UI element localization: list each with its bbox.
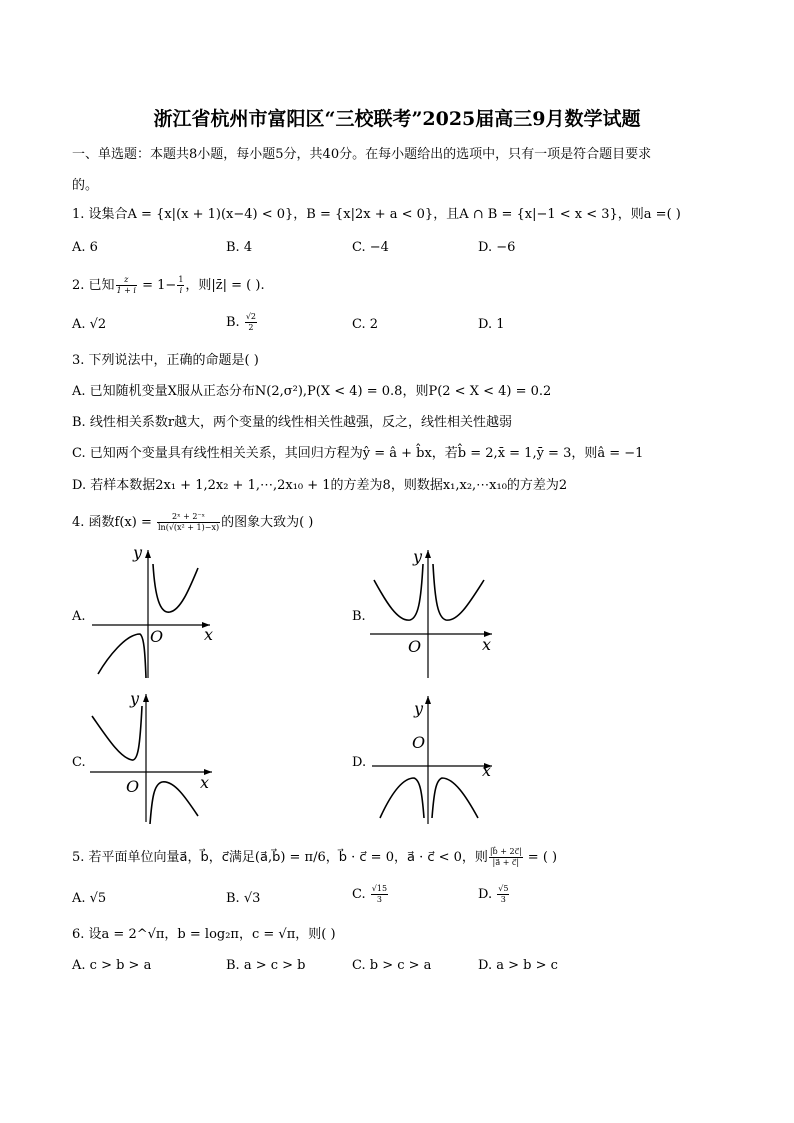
curve-left-branch <box>380 778 424 818</box>
q4-label-b: B. <box>352 609 366 624</box>
question-2-stem <box>72 275 265 296</box>
q2-suffix: ，则|z̄| = ( ). <box>185 278 265 293</box>
q2-fraction <box>116 275 137 296</box>
q5-option-d <box>478 884 510 905</box>
q3-option-d: D. 若样本数据2x₁ + 1,2x₂ + 1,⋯,2x₁₀ + 1的方差为8，则数据x₁,x₂,⋯x₁₀的方差为2 <box>72 478 568 493</box>
q4-prefix: 4. 函数f(x) = <box>72 515 156 530</box>
q3-option-c: C. 已知两个变量具有线性相关关系，其回归方程为ŷ = â + b̂x，若b̂ = 2,x̄ = 1,ȳ = 3，则â = −1 <box>72 446 644 461</box>
q5-suffix: = ( ) <box>523 850 558 865</box>
q1-option-c: C. −4 <box>352 240 389 255</box>
q2-mid: = 1− <box>137 278 177 293</box>
q6-option-b: B. a > c > b <box>226 958 306 973</box>
q2-option-a: A. √2 <box>72 317 107 332</box>
q4-graph-a <box>86 542 216 682</box>
curve-right-branch <box>433 564 484 620</box>
q5-optc-prefix: C. <box>352 887 370 902</box>
origin-label: O <box>408 637 422 656</box>
q5-optc-num: √15 <box>371 884 388 893</box>
q5-optc-fraction <box>371 884 388 905</box>
origin-label: O <box>126 777 140 796</box>
q3-option-a: A. 已知随机变量X服从正态分布N(2,σ²),P(X < 4) = 0.8，则P(2 < X < 4) = 0.2 <box>72 384 552 399</box>
question-6-stem: 6. 设a = 2^√π，b = log₂π，c = √π，则( ) <box>72 927 336 942</box>
x-label: x <box>204 625 214 644</box>
q4-suffix: 的图象大致为( ) <box>221 515 314 530</box>
q6-option-a: A. c > b > a <box>72 958 152 973</box>
q1-option-b: B. 4 <box>226 240 253 255</box>
page-title: 浙江省杭州市富阳区“三校联考”2025届高三9月数学试题 <box>153 108 641 130</box>
curve-right-branch <box>153 564 198 612</box>
q6-option-c: C. b > c > a <box>352 958 432 973</box>
q2-optb-den: 2 <box>248 323 254 332</box>
q5-option-a: A. √5 <box>72 891 107 906</box>
q4-label-d: D. <box>352 755 367 770</box>
question-4-stem <box>72 512 313 533</box>
question-1-stem: 1. 设集合A = {x|(x + 1)(x−4) < 0}，B = {x|2x + a < 0}，且A ∩ B = {x|−1 < x < 3}，则a =( ) <box>72 207 681 222</box>
q4-graph-d <box>366 690 496 828</box>
q5-option-b: B. √3 <box>226 891 261 906</box>
curve-right-branch <box>432 778 478 818</box>
q2-optb-fraction <box>245 312 257 333</box>
q1-option-a: A. 6 <box>72 240 98 255</box>
y-axis-arrow <box>425 550 431 558</box>
q5-optd-num: √5 <box>498 884 509 893</box>
q5-optd-fraction <box>497 884 509 905</box>
question-5-stem <box>72 847 557 868</box>
x-label: x <box>482 635 492 654</box>
q2-frac2-den: i <box>179 286 183 295</box>
q5-frac-num: |b⃗ + 2c⃗| <box>489 847 522 856</box>
y-axis-arrow <box>143 694 149 702</box>
origin-label: O <box>412 733 426 752</box>
y-label: y <box>414 699 424 718</box>
q5-stem-text: 5. 若平面单位向量a⃗，b⃗，c⃗满足(a⃗,b⃗) = π/6，b⃗ · c⃗ = 0，a⃗ · c⃗ < 0，则 <box>72 850 488 865</box>
curve-left-branch <box>92 706 142 760</box>
q5-option-c <box>352 884 389 905</box>
q6-option-d: D. a > b > c <box>478 958 558 973</box>
q5-optd-prefix: D. <box>478 887 497 902</box>
q2-optb-num: √2 <box>245 312 257 321</box>
q1-option-d: D. −6 <box>478 240 516 255</box>
section-header-cont: 的。 <box>72 178 99 193</box>
q2-frac-den: 1 + i <box>116 286 136 295</box>
y-label: y <box>130 689 140 708</box>
curve-left-branch <box>98 634 146 678</box>
y-axis-arrow <box>425 696 431 704</box>
q4-label-c: C. <box>72 755 86 770</box>
q2-option-c: C. 2 <box>352 317 379 332</box>
q3-option-b: B. 线性相关系数r越大，两个变量的线性相关性越强，反之，线性相关性越弱 <box>72 415 513 430</box>
q2-fraction-2 <box>177 275 184 296</box>
q2-frac-num: z <box>116 275 137 286</box>
q4-frac-den: ln(√(x² + 1)−x) <box>157 523 220 532</box>
q4-label-a: A. <box>72 609 86 624</box>
q2-frac2-num: 1 <box>178 275 184 284</box>
q2-optb-prefix: B. <box>226 315 244 330</box>
q5-optd-den: 3 <box>500 895 506 904</box>
q5-fraction <box>489 847 523 868</box>
q2-prefix: 2. 已知 <box>72 278 115 293</box>
curve-left-branch <box>374 564 423 620</box>
y-label: y <box>413 547 423 566</box>
x-label: x <box>200 773 210 792</box>
x-label: x <box>482 761 492 780</box>
q5-frac-den: |a⃗ + c⃗| <box>492 858 520 867</box>
curve-right-branch <box>150 782 198 824</box>
y-label: y <box>133 543 143 562</box>
section-header: 一、单选题：本题共8小题，每小题5分，共40分。在每小题给出的选项中，只有一项是符合题目要求 <box>72 147 652 162</box>
q4-frac-num: 2ˣ + 2⁻ˣ <box>157 512 220 523</box>
q2-option-d: D. 1 <box>478 317 505 332</box>
q4-graph-c <box>86 686 216 826</box>
q5-optc-den: 3 <box>376 895 382 904</box>
q2-option-b <box>226 312 258 333</box>
q4-fraction <box>157 512 220 533</box>
q4-graph-b <box>366 542 496 682</box>
origin-label: O <box>150 627 164 646</box>
question-3-stem: 3. 下列说法中，正确的命题是( ) <box>72 353 259 368</box>
y-axis-arrow <box>145 550 151 558</box>
